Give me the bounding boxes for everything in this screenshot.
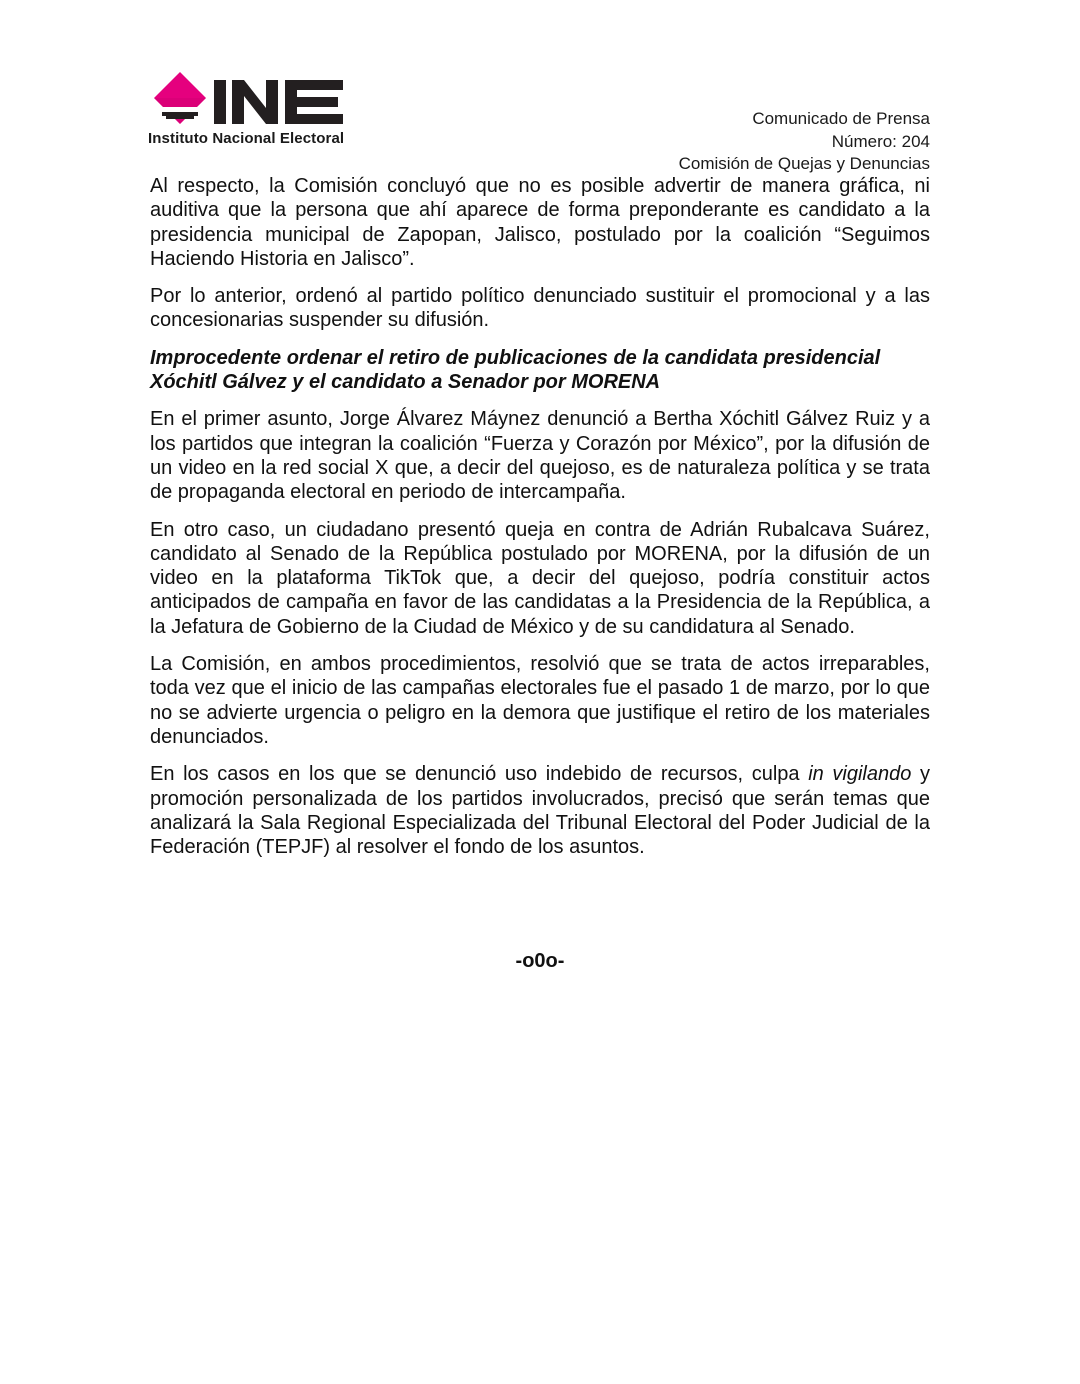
paragraph-3: En el primer asunto, Jorge Álvarez Máynez denunció a Bertha Xóchitl Gálvez Ruiz y a los partidos que integran la coalición “Fuerza y Corazón por México”, por la difusión de un video en la red social X que, a decir del quejoso, es de naturaleza política y se trata de propaganda electoral en periodo de intercampaña. — [150, 408, 930, 504]
section-heading: Improcedente ordenar el retiro de publicaciones de la candidata presidencial Xóchitl Gálvez y el candidato a Senador por MORENA — [150, 346, 881, 394]
paragraph-5: La Comisión, en ambos procedimientos, resolvió que se trata de actos irreparables, toda vez que el inicio de las campañas electorales fue el pasado 1 de marzo, por lo que no se advierte urgencia o peligro en la demora que justifique el retiro de los materiales denunciados. — [150, 653, 930, 748]
paragraph-6-end: y promoción personalizada de los partidos involucrados, precisó que serán temas que analizará la Sala Regional Especializada del Tribunal Electoral del Poder Judicial de la Federación (TEPJF) al resolver el fondo de los asuntos. — [150, 763, 930, 859]
closing-mark: -o0o- — [515, 950, 565, 972]
paragraph-1: Al respecto, la Comisión concluyó que no es posible advertir de manera gráfica, ni auditiva que la persona que ahí aparece de forma preponderante es candidato a la presidencia municipal de Zapopan, Jalisco, postulado por la coalición “Seguimos Haciendo Historia en Jalisco”. — [150, 175, 930, 270]
commission-name: Comisión de Quejas y Denuncias — [678, 154, 930, 173]
paragraph-4: En otro caso, un ciudadano presentó queja en contra de Adrián Rubalcava Suárez, candidato al Senado de la República postulado por MORENA, por la difusión de un video en la plataforma TikTok que, a decir del quejoso, podría constituir actos anticipados de campaña en favor de las candidatas a la Presidencia de la República, a la Jefatura de Gobierno de la Ciudad de México y de su candidatura al Senado. — [150, 518, 930, 638]
paragraph-6 — [150, 762, 930, 859]
ine-logo-graphic — [148, 70, 348, 128]
document-body — [150, 174, 930, 872]
release-type: Comunicado de Prensa — [752, 109, 930, 128]
paragraph-6-start: En los casos en los que se denunció uso indebido de recursos, culpa — [150, 763, 809, 786]
paragraph-2: Por lo anterior, ordenó al partido político denunciado sustituir el promocional y a las concesionarias suspender su difusión. — [150, 285, 930, 332]
paragraph-6-italic: in vigilando — [808, 763, 912, 786]
ine-logo — [148, 70, 348, 150]
release-number: Número: 204 — [831, 131, 930, 151]
logo-subtitle: Instituto Nacional Electoral — [148, 130, 345, 147]
press-release-header — [679, 108, 930, 176]
